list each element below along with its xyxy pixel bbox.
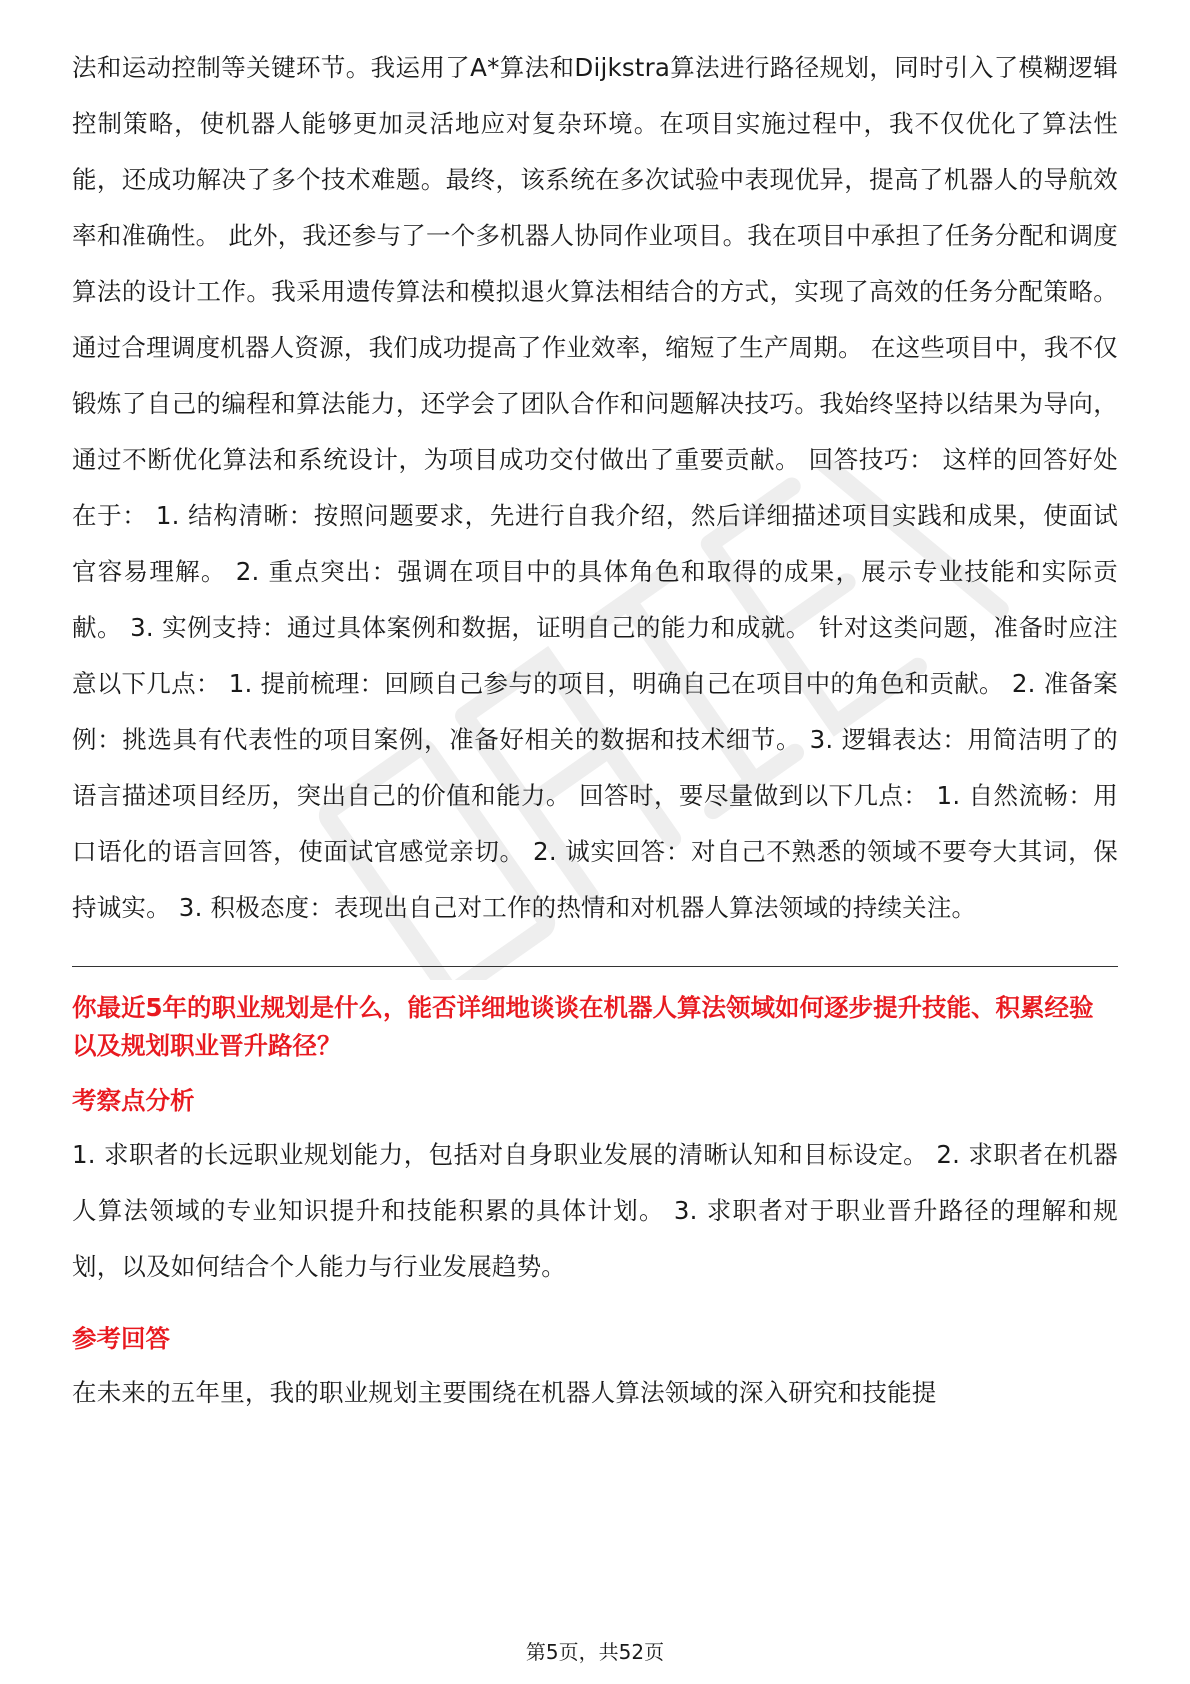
page-number: 第5页，共52页: [525, 1640, 665, 1664]
reference-answer-heading: 参考回答: [72, 1324, 170, 1353]
analysis-paragraph: 1. 求职者的长远职业规划能力，包括对自身职业发展的清晰认知和目标设定。 2. 求职者在机器人算法领域的专业知识提升和技能积累的具体计划。 3. 求职者对于职业晋升路径的理解和规划，以及如何结合个人能力与行业发展趋势。: [72, 1140, 1118, 1281]
interview-question: 你最近5年的职业规划是什么，能否详细地谈谈在机器人算法领域如何逐步提升技能、积累经验以及规划职业晋升路径？: [72, 993, 1094, 1060]
reference-answer-paragraph: 在未来的五年里，我的职业规划主要围绕在机器人算法领域的深入研究和技能提: [72, 1378, 937, 1407]
content-area: [72, 40, 1118, 1421]
body-paragraph: 法和运动控制等关键环节。我运用了A*算法和Dijkstra算法进行路径规划，同时引入了模糊逻辑控制策略，使机器人能够更加灵活地应对复杂环境。在项目实施过程中，我不仅优化了算法性能，还成功解决了多个技术难题。最终，该系统在多次试验中表现优异，提高了机器人的导航效率和准确性。 此外，我还参与了一个多机器人协同作业项目。我在项目中承担了任务分配和调度算法的设计工作。我采用遗传算法和模拟退火算法相结合的方式，实现了高效的任务分配策略。通过合理调度机器人资源，我们成功提高了作业效率，缩短了生产周期。 在这些项目中，我不仅锻炼了自己的编程和算法能力，还学会了团队合作和问题解决技巧。我始终坚持以结果为导向，通过不断优化算法和系统设计，为项目成功交付做出了重要贡献。 回答技巧： 这样的回答好处在于： 1. 结构清晰：按照问题要求，先进行自我介绍，然后详细描述项目实践和成果，使面试官容易理解。 2. 重点突出：强调在项目中的具体角色和取得的成果，展示专业技能和实际贡献。 3. 实例支持：通过具体案例和数据，证明自己的能力和成就。 针对这类问题，准备时应注意以下几点： 1. 提前梳理：回顾自己参与的项目，明确自己在项目中的角色和贡献。 2. 准备案例：挑选具有代表性的项目案例，准备好相关的数据和技术细节。 3. 逻辑表达：用简洁明了的语言描述项目经历，突出自己的价值和能力。 回答时，要尽量做到以下几点： 1. 自然流畅：用口语化的语言回答，使面试官感觉亲切。 2. 诚实回答：对自己不熟悉的领域不要夸大其词，保持诚实。 3. 积极态度：表现出自己对工作的热情和对机器人算法领域的持续关注。: [72, 53, 1118, 922]
analysis-heading: 考察点分析: [72, 1086, 195, 1115]
section-divider: [72, 966, 1118, 967]
